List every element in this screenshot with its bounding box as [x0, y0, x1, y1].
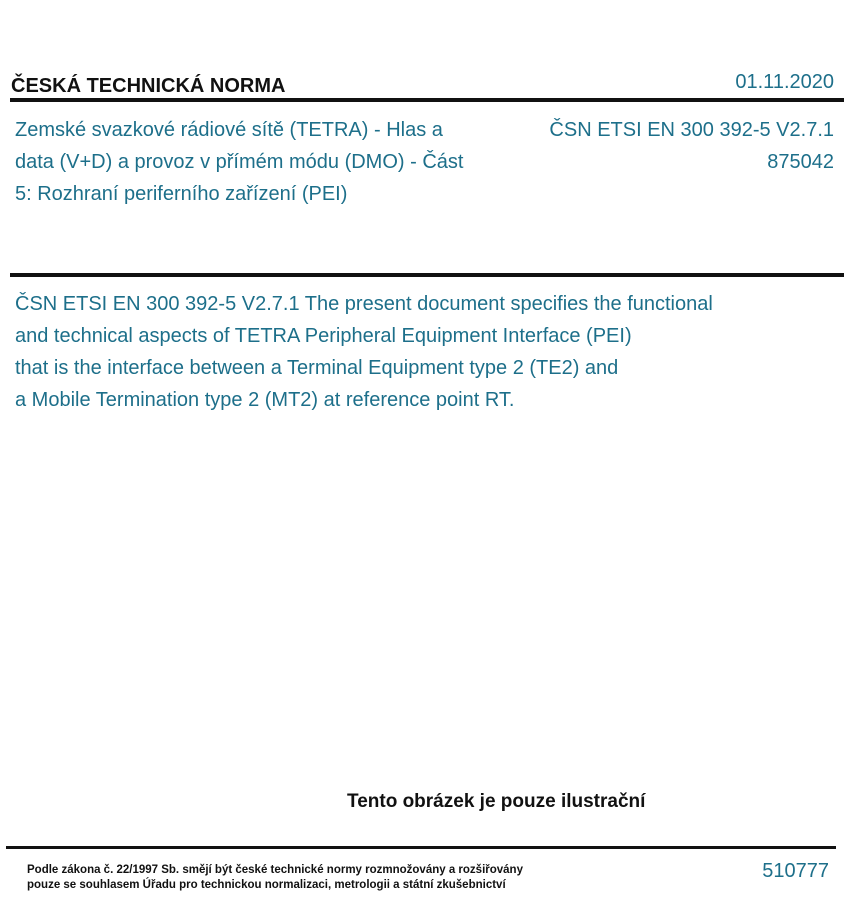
standard-identifiers — [549, 114, 834, 178]
footer-code: 510777 — [762, 860, 829, 882]
standard-title-line: 5: Rozhraní periferního zařízení (PEI) — [15, 183, 348, 205]
legal-line: pouze se souhlasem Úřadu pro technickou normalizaci, metrologii a státní zkušebnictví — [27, 879, 506, 891]
description-line: and technical aspects of TETRA Peripheral Equipment Interface (PEI) — [15, 325, 632, 347]
standard-title-line: Zemské svazkové rádiové sítě (TETRA) - Hlas a — [15, 119, 443, 141]
catalog-number: 875042 — [767, 151, 834, 173]
description-line: ČSN ETSI EN 300 392-5 V2.7.1 The present document specifies the functional — [15, 293, 713, 315]
standard-title — [15, 114, 515, 210]
description-line: a Mobile Termination type 2 (MT2) at reference point RT. — [15, 389, 515, 411]
standard-title-line: data (V+D) a provoz v přímém módu (DMO) - Část — [15, 151, 464, 173]
document-heading: ČESKÁ TECHNICKÁ NORMA — [11, 75, 286, 97]
illustration-note: Tento obrázek je pouze ilustrační — [347, 791, 646, 812]
description-line: that is the interface between a Terminal Equipment type 2 (TE2) and — [15, 357, 619, 379]
header-divider — [10, 98, 844, 102]
footer-divider — [6, 846, 836, 849]
section-divider — [10, 273, 844, 277]
standard-description — [15, 288, 815, 416]
standard-designation: ČSN ETSI EN 300 392-5 V2.7.1 — [549, 119, 834, 141]
footer-legal-notice — [27, 863, 523, 893]
publication-date: 01.11.2020 — [735, 71, 834, 93]
legal-line: Podle zákona č. 22/1997 Sb. smějí být české technické normy rozmnožovány a rozšiřovány — [27, 864, 523, 876]
